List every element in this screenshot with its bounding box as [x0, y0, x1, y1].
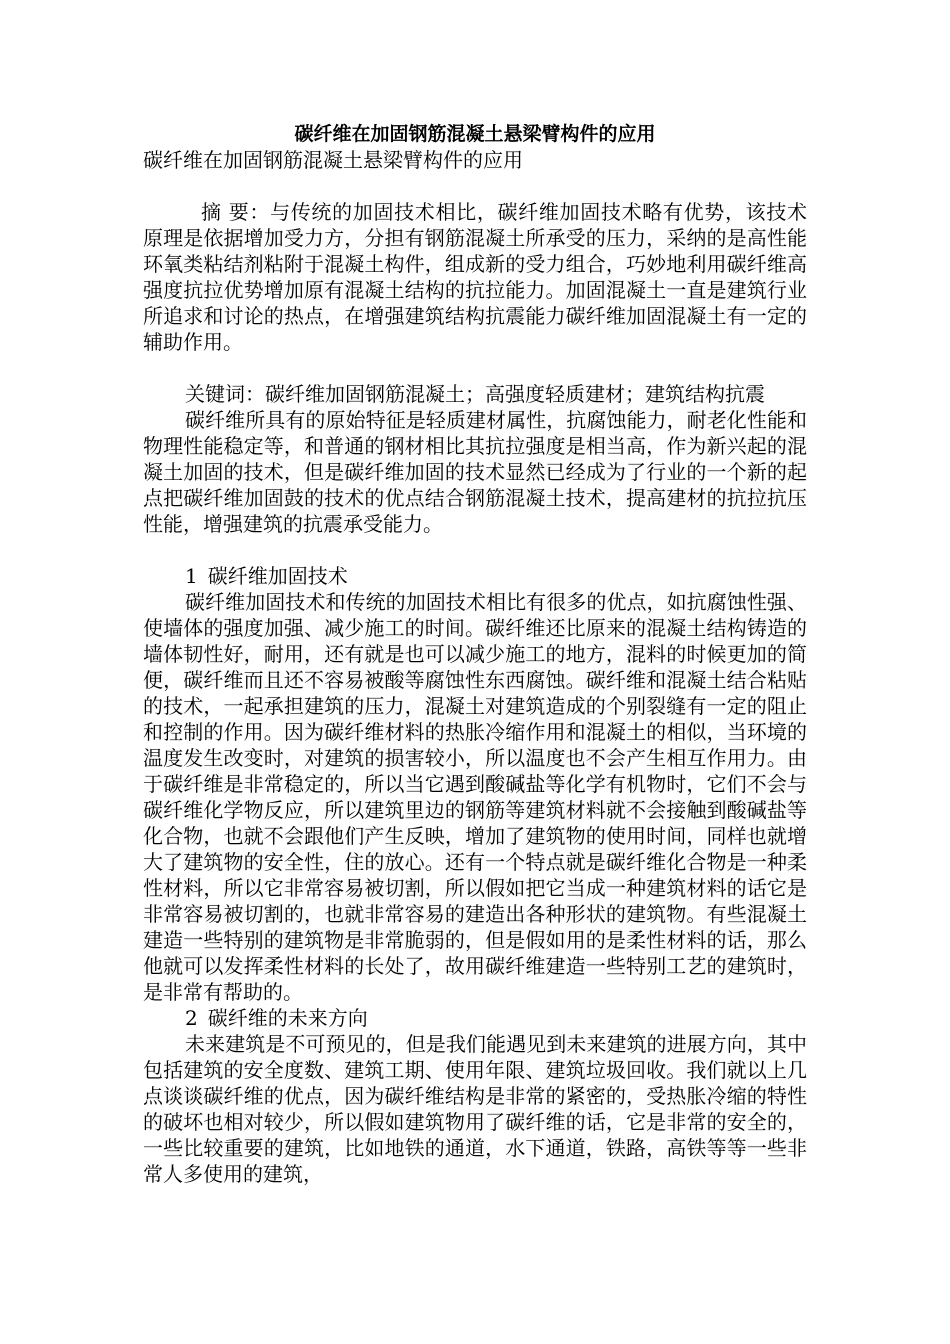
document-subtitle: 碳纤维在加固钢筋混凝土悬梁臂构件的应用: [143, 148, 523, 172]
intro-paragraph: 碳纤维所具有的原始特征是轻质建材属性，抗腐蚀能力，耐老化性能和物理性能稳定等，和普通的钢材相比其抗拉强度是相当高，作为新兴起的混凝土加固的技术，但是碳纤维加固的技术显然已经成为了行业的一个新的起点把碳纤维加固鼓的技术的优点结合钢筋混凝土技术，提高建材的抗拉抗压性能，增强建筑的抗震承受能力。: [143, 408, 807, 536]
section-1-number: 1: [185, 564, 198, 588]
section-2-number: 2: [185, 1006, 198, 1030]
abstract-paragraph: 摘 要：与传统的加固技术相比，碳纤维加固技术略有优势，该技术原理是依据增加受力方，分担有钢筋混凝土所承受的压力，采纳的是高性能环氧类粘结剂粘附于混凝土构件，组成新的受力组合，巧妙地利用碳纤维高强度抗拉优势增加原有混凝土结构的抗拉能力。加固混凝土一直是建筑行业所追求和讨论的热点，在增强建筑结构抗震能力碳纤维加固混凝土有一定的辅助作用。: [143, 200, 807, 354]
section-2-heading: [143, 1005, 807, 1031]
section-1-body: 碳纤维加固技术和传统的加固技术相比有很多的优点，如抗腐蚀性强、使墙体的强度加强、减少施工的时间。碳纤维还比原来的混凝土结构铸造的墙体韧性好，耐用，还有就是也可以减少施工的地方，混料的时候更加的简便，碳纤维而且还不容易被酸等腐蚀性东西腐蚀。碳纤维和混凝土结合粘贴的技术，一起承担建筑的压力，混凝土对建筑造成的个别裂缝有一定的阻止和控制的作用。因为碳纤维材料的热胀冷缩作用和混凝土的相似，当环境的温度发生改变时，对建筑的损害较小，所以温度也不会产生相互作用力。由于碳纤维是非常稳定的，所以当它遇到酸碱盐等化学有机物时，它们不会与碳纤维化学物反应，所以建筑里边的钢筋等建筑材料就不会接触到酸碱盐等化合物，也就不会跟他们产生反映，增加了建筑物的使用时间，同样也就增大了建筑物的安全性，住的放心。还有一个特点就是碳纤维化合物是一种柔性材料，所以它非常容易被切割，所以假如把它当成一种建筑材料的话它是非常容易被切割的，也就非常容易的建造出各种形状的建筑物。有些混凝土建造一些特别的建筑物是非常脆弱的，但是假如用的是柔性材料的话，那么他就可以发挥柔性材料的长处了，故用碳纤维建造一些特别工艺的建筑时，是非常有帮助的。: [143, 590, 807, 1004]
document-title: 碳纤维在加固钢筋混凝土悬梁臂构件的应用: [294, 123, 656, 145]
section-1-heading: [143, 563, 807, 589]
document-body: [143, 121, 807, 1187]
section-1-title: 碳纤维加固技术: [207, 564, 348, 588]
section-2-title: 碳纤维的未来方向: [207, 1006, 368, 1030]
section-2-body: 未来建筑是不可预见的，但是我们能遇见到未来建筑的进展方向，其中包括建筑的安全度数、建筑工期、使用年限、建筑垃圾回收。我们就以上几点谈谈碳纤维的优点，因为碳纤维结构是非常的紧密的，受热胀冷缩的特性的破坏也相对较少，所以假如建筑物用了碳纤维的话，它是非常的安全的，一些比较重要的建筑，比如地铁的通道，水下通道，铁路，高铁等等一些非常人多使用的建筑，: [143, 1032, 807, 1186]
keywords-paragraph: 关键词：碳纤维加固钢筋混凝土；高强度轻质建材；建筑结构抗震: [185, 382, 765, 406]
